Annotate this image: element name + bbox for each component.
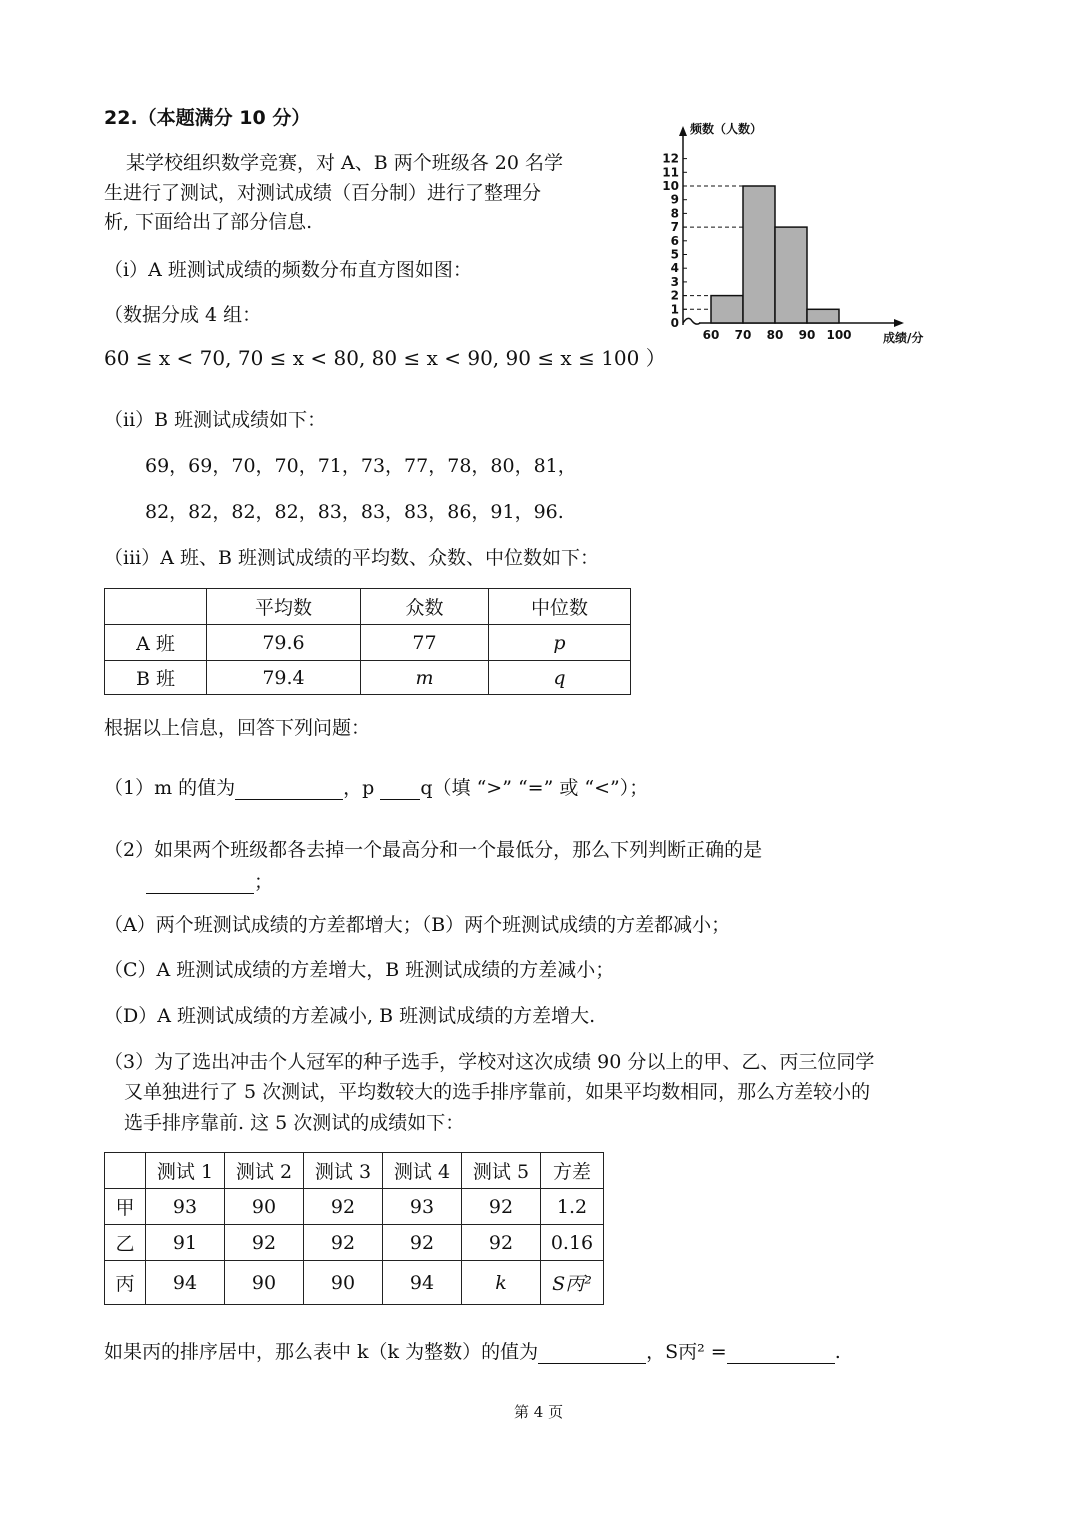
table-header: 平均数 [207, 589, 361, 625]
y-tick-label: 7 [670, 220, 679, 235]
table-header: 方差 [541, 1153, 604, 1189]
table-cell: 甲 [105, 1189, 146, 1225]
table-cell: q [489, 661, 631, 695]
table-header: 测试 1 [146, 1153, 225, 1189]
y-tick-label: 0 [670, 316, 679, 330]
table-header: 众数 [361, 589, 489, 625]
table-row [105, 625, 631, 661]
table-header: 测试 5 [462, 1153, 541, 1189]
option-d: （D）A 班测试成绩的方差减小, B 班测试成绩的方差增大. [104, 1005, 596, 1027]
info-iii: （iii）A 班、B 班测试成绩的平均数、众数、中位数如下： [104, 547, 599, 569]
histogram-bar [807, 309, 839, 323]
y-tick-label: 6 [670, 233, 679, 248]
answer-blank-variance[interactable] [727, 1345, 835, 1364]
x-axis-arrow [894, 319, 904, 327]
table-cell: 丙 [105, 1261, 146, 1305]
y-tick-label: 5 [670, 247, 679, 262]
table-cell: 79.4 [207, 661, 361, 695]
intro-line: 析, 下面给出了部分信息. [104, 211, 313, 233]
table-cell: 92 [304, 1189, 383, 1225]
table-cell: 93 [146, 1189, 225, 1225]
table-cell: m [361, 661, 489, 695]
answer-blank-m[interactable] [235, 781, 343, 800]
b-scores-line: 82，82，82，82，83，83，83，86，91，96. [145, 501, 564, 523]
table-header [105, 589, 207, 625]
final-text: 如果丙的排序居中，那么表中 k（k 为整数）的值为 [104, 1341, 539, 1363]
table-row [105, 1189, 604, 1225]
table-cell: 93 [383, 1189, 462, 1225]
question-3-line: （3）为了选出冲击个人冠军的种子选手，学校对这次成绩 90 分以上的甲、乙、丙三位同学 [104, 1051, 875, 1073]
answer-blank-k[interactable] [538, 1345, 646, 1364]
question-3-line: 选手排序靠前. 这 5 次测试的成绩如下： [124, 1112, 465, 1134]
histogram-bar [743, 186, 775, 323]
stats-table [104, 588, 631, 695]
table-cell: 92 [462, 1225, 541, 1261]
y-tick-label: 1 [670, 302, 679, 317]
question-3-line: 又单独进行了 5 次测试，平均数较大的选手排序靠前，如果平均数相同，那么方差较小的 [124, 1081, 871, 1103]
groups-label: （数据分成 4 组： [104, 304, 262, 326]
b-scores-line: 69，69，70，70，71，73，77，78，80，81， [145, 455, 577, 477]
final-question [104, 1340, 841, 1364]
table-cell: 90 [304, 1261, 383, 1305]
y-tick-label: 2 [670, 288, 679, 303]
table-header: 测试 2 [225, 1153, 304, 1189]
table-cell: S丙² [541, 1261, 604, 1305]
table-cell: 92 [383, 1225, 462, 1261]
info-ii: （ii）B 班测试成绩如下： [104, 409, 327, 431]
table-header: 测试 3 [304, 1153, 383, 1189]
option-a-b: （A）两个班测试成绩的方差都增大；（B）两个班测试成绩的方差都减小； [104, 914, 731, 936]
table-cell: B 班 [105, 661, 207, 695]
y-tick-label: 8 [670, 206, 679, 221]
prompt: 根据以上信息，回答下列问题： [104, 717, 371, 739]
x-tick-label: 60 [702, 328, 720, 342]
table-cell: 79.6 [207, 625, 361, 661]
scores-table [104, 1152, 604, 1305]
table-cell: A 班 [105, 625, 207, 661]
histogram-bar [711, 296, 743, 323]
info-i: （i）A 班测试成绩的频数分布直方图如图： [104, 259, 472, 281]
histogram-chart [0, 0, 1080, 400]
table-cell: 94 [146, 1261, 225, 1305]
q1-text: ，p [343, 777, 375, 799]
table-header: 中位数 [489, 589, 631, 625]
x-tick-label: 100 [826, 328, 852, 342]
answer-blank-compare[interactable] [380, 781, 420, 800]
table-cell: 77 [361, 625, 489, 661]
y-axis-arrow [679, 126, 687, 136]
table-header: 测试 4 [383, 1153, 462, 1189]
q1-text: q（填 “>” “=” 或 “<”）； [420, 777, 649, 799]
table-cell: k [462, 1261, 541, 1305]
q1-text: （1）m 的值为 [104, 777, 236, 799]
y-axis-label: 频数（人数） [690, 122, 763, 136]
table-cell: 92 [304, 1225, 383, 1261]
x-axis-label: 成绩/分 [883, 331, 924, 345]
table-row [105, 1225, 604, 1261]
table-cell: p [489, 625, 631, 661]
x-tick-label: 90 [798, 328, 816, 342]
option-c: （C）A 班测试成绩的方差增大，B 班测试成绩的方差减小； [104, 959, 615, 981]
question-1 [104, 776, 648, 800]
question-2-blank [146, 870, 273, 894]
table-cell: 92 [462, 1189, 541, 1225]
histogram-bar [775, 227, 807, 323]
table-header [105, 1153, 146, 1189]
y-tick-label: 10 [662, 179, 679, 193]
table-cell: 91 [146, 1225, 225, 1261]
q2-end: ； [254, 871, 274, 893]
answer-blank-q2[interactable] [146, 875, 254, 894]
table-row [105, 1261, 604, 1305]
table-cell: 92 [225, 1225, 304, 1261]
intro-line: 生进行了测试，对测试成绩（百分制）进行了整理分 [104, 182, 542, 204]
question-title: 22.（本题满分 10 分） [104, 107, 311, 129]
table-cell: 0.16 [541, 1225, 604, 1261]
table-cell: 90 [225, 1189, 304, 1225]
question-2: （2）如果两个班级都各去掉一个最高分和一个最低分，那么下列判断正确的是 [104, 839, 763, 861]
y-tick-label: 3 [670, 274, 679, 289]
table-cell: 90 [225, 1261, 304, 1305]
table-row [105, 661, 631, 695]
final-text: . [834, 1341, 841, 1363]
y-tick-label: 9 [670, 192, 679, 207]
table-cell: 1.2 [541, 1189, 604, 1225]
groups-formula: 60 ≤ x < 70, 70 ≤ x < 80, 80 ≤ x < 90, 90 ≤ x ≤ 100 ） [104, 346, 666, 370]
y-tick-label: 11 [662, 165, 679, 180]
page-number: 第 4 页 [514, 1403, 564, 1421]
intro-line: 某学校组织数学竞赛，对 A、B 两个班级各 20 名学 [126, 152, 564, 174]
y-tick-label: 12 [662, 151, 679, 166]
y-tick-label: 4 [670, 261, 679, 276]
table-cell: 乙 [105, 1225, 146, 1261]
axis-break [683, 318, 700, 324]
final-text: ，S丙² = [646, 1341, 727, 1363]
table-cell: 94 [383, 1261, 462, 1305]
x-tick-label: 80 [766, 328, 784, 342]
x-tick-label: 70 [734, 328, 752, 342]
